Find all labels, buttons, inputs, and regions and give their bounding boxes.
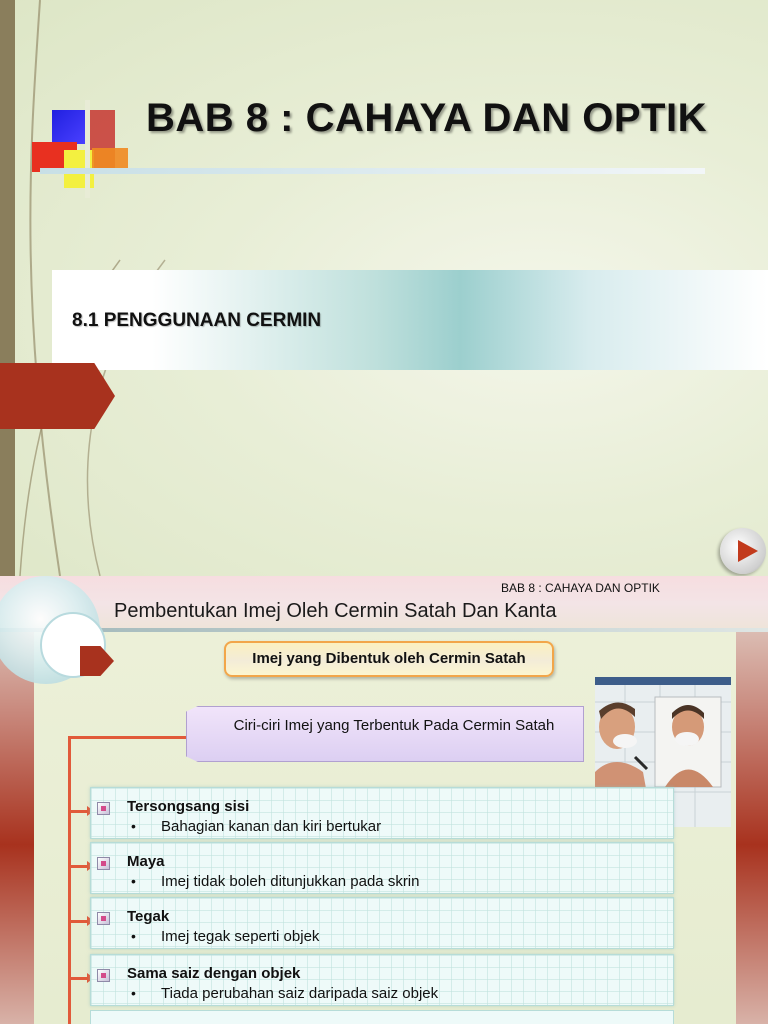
section-heading-pill: Imej yang Dibentuk oleh Cermin Satah — [224, 641, 554, 677]
decor-vertical-line — [85, 100, 90, 198]
ciri-heading: Ciri-ciri Imej yang Terbentuk Pada Cermin Satah — [233, 717, 555, 734]
connector-arrow — [70, 810, 88, 813]
right-border-gradient — [736, 576, 768, 1024]
connector-line — [68, 736, 71, 1024]
list-item — [90, 842, 674, 894]
next-slide-button[interactable] — [720, 528, 766, 574]
slide-bullet-icon — [97, 912, 110, 925]
decor-blue-square — [52, 110, 85, 144]
play-arrow-icon — [738, 540, 758, 562]
bullet-dot: • — [131, 928, 136, 944]
header-chapter-label: BAB 8 : CAHAYA DAN OPTIK — [501, 581, 660, 595]
title-underline — [40, 168, 705, 174]
item-title: Maya — [127, 853, 165, 870]
slide-title: BAB 8 : CAHAYA DAN OPTIK — [146, 96, 707, 140]
slide-bullet-icon — [97, 802, 110, 815]
list-item — [90, 897, 674, 949]
slide-title: Pembentukan Imej Oleh Cermin Satah Dan Kanta — [114, 600, 557, 622]
bullet-dot: • — [131, 818, 136, 834]
list-item — [90, 954, 674, 1006]
slide-subtitle: 8.1 PENGGUNAAN CERMIN — [72, 310, 322, 331]
item-title: Sama saiz dengan objek — [127, 965, 301, 982]
connector-arrow — [70, 865, 88, 868]
item-detail: Bahagian kanan dan kiri bertukar — [161, 818, 382, 835]
decor-orange-rect — [92, 148, 128, 170]
slide-bullet-icon — [97, 857, 110, 870]
bullet-dot: • — [131, 985, 136, 1001]
connector-line — [68, 736, 186, 739]
list-item-partial — [90, 1010, 674, 1024]
red-arrow-shape — [0, 363, 115, 429]
content-slide — [0, 576, 768, 1024]
header-divider — [0, 628, 768, 632]
item-detail: Imej tidak boleh ditunjukkan pada skrin — [161, 873, 420, 890]
list-item — [90, 787, 674, 839]
item-detail: Imej tegak seperti objek — [161, 928, 320, 945]
bullet-dot: • — [131, 873, 136, 889]
slide-bullet-icon — [97, 969, 110, 982]
item-title: Tegak — [127, 908, 170, 925]
item-detail: Tiada perubahan saiz daripada saiz objek — [161, 985, 439, 1002]
connector-arrow — [70, 977, 88, 980]
item-title: Tersongsang sisi — [127, 798, 250, 815]
connector-arrow — [70, 920, 88, 923]
